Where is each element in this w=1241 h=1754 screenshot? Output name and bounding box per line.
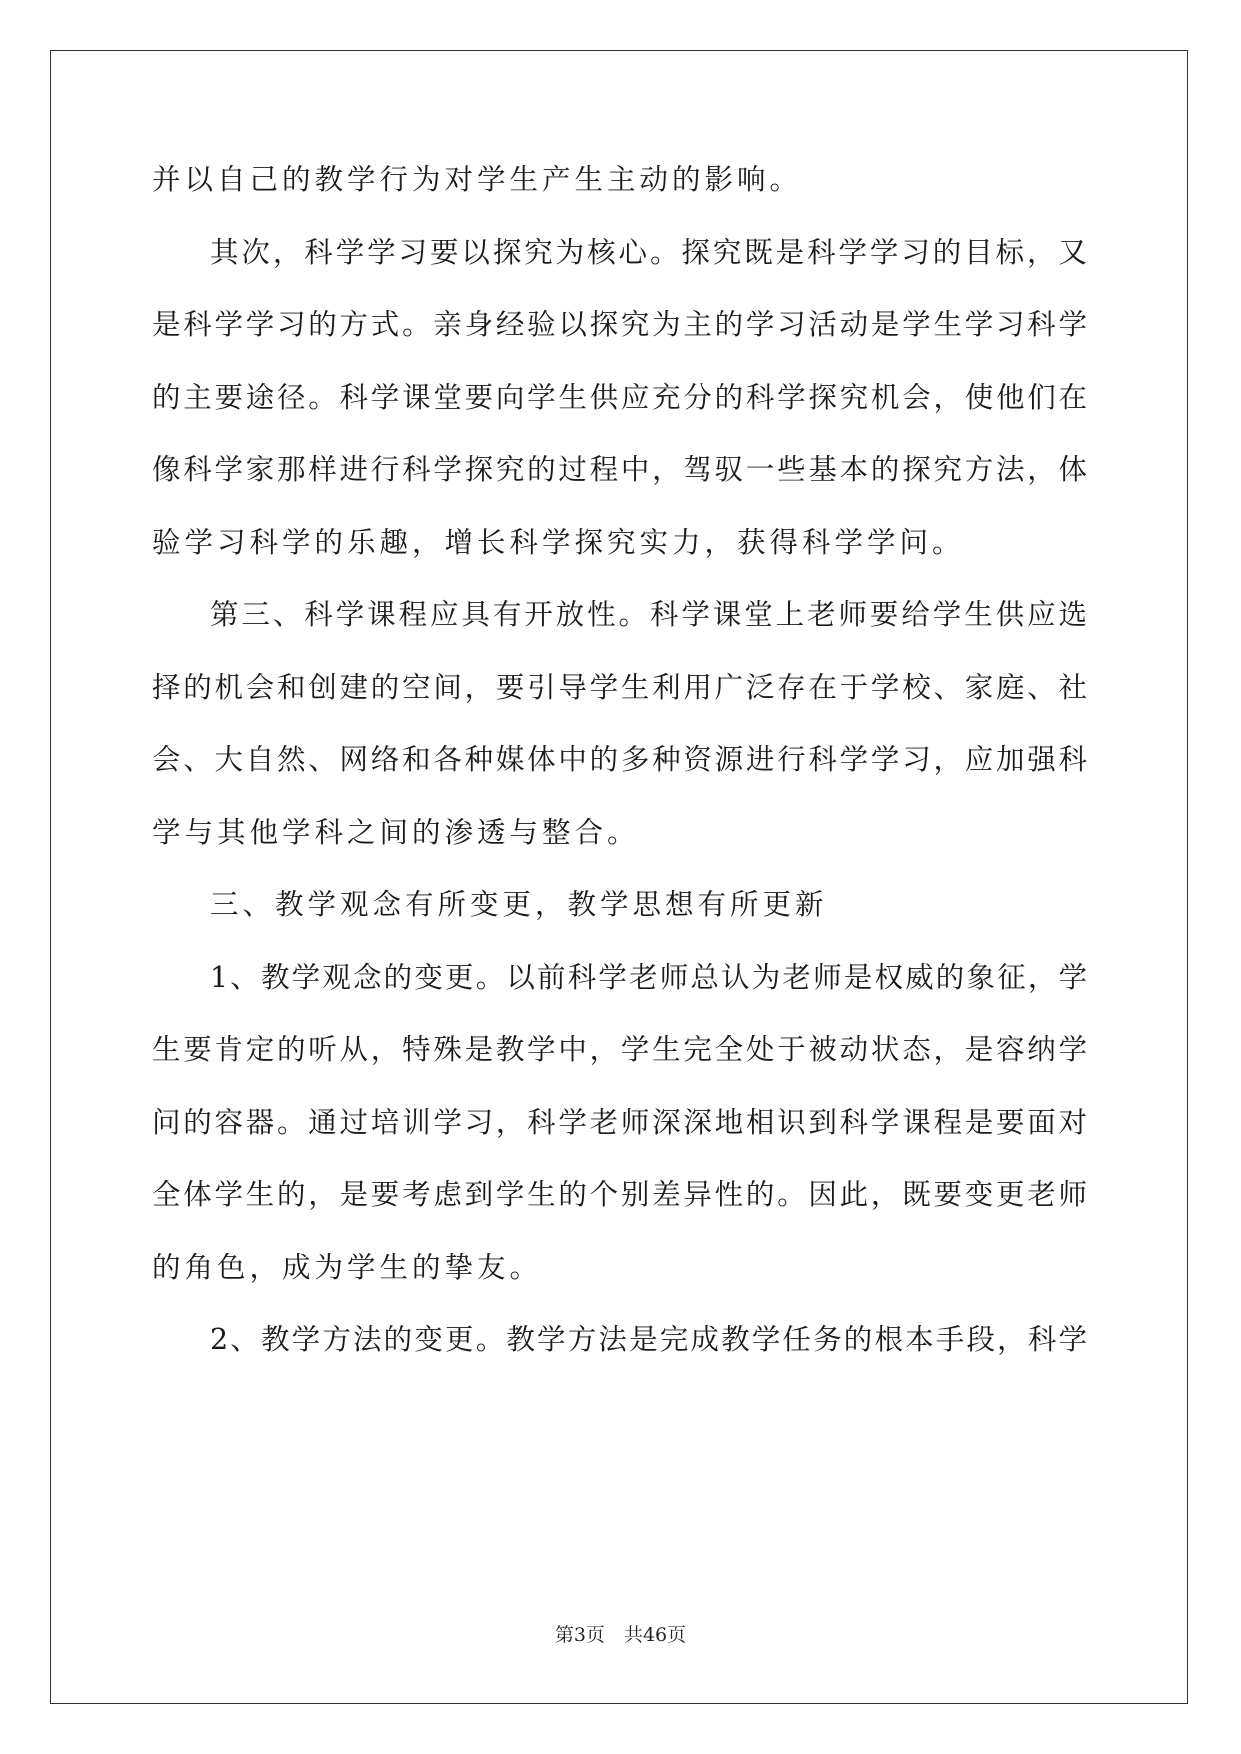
text-line: 其次，科学学习要以探究为核心。探究既是科学学习的目标，又 <box>210 235 1087 269</box>
text-line: 会、大自然、网络和各种媒体中的多种资源进行科学学习，应加强科 <box>152 743 1087 776</box>
text-line: 并以自己的教学行为对学生产生主动的影响。 <box>152 163 803 196</box>
text-line: 第三、科学课程应具有开放性。科学课堂上老师要给学生供应选 <box>210 598 1087 631</box>
page-footer <box>0 1623 1241 1647</box>
text-line: 生要肯定的听从，特殊是教学中，学生完全处于被动状态，是容纳学 <box>152 1033 1087 1066</box>
total-suffix: 页 <box>667 1624 687 1646</box>
page-border <box>50 50 1188 1704</box>
total-pages: 46 <box>642 1624 668 1646</box>
text-line: 是科学学习的方式。亲身经验以探究为主的学习活动是学生学习科学 <box>152 308 1087 341</box>
page-number: 3 <box>573 1624 586 1646</box>
section-heading: 三、教学观念有所变更，教学思想有所更新 <box>210 888 828 921</box>
text-line: 全体学生的，是要考虑到学生的个别差异性的。因此，既要变更老师 <box>152 1178 1087 1211</box>
page-suffix: 页 <box>585 1624 605 1646</box>
text-line: 像科学家那样进行科学探究的过程中，驾驭一些基本的探究方法，体 <box>152 453 1087 486</box>
text-line: 的角色，成为学生的挚友。 <box>152 1250 543 1284</box>
text-line: 验学习科学的乐趣，增长科学探究实力，获得科学学问。 <box>152 525 965 559</box>
total-prefix: 共 <box>623 1624 643 1646</box>
text-line: 问的容器。通过培训学习，科学老师深深地相识到科学课程是要面对 <box>152 1105 1087 1139</box>
text-line: 的主要途径。科学课堂要向学生供应充分的科学探究机会，使他们在 <box>152 380 1087 414</box>
text-line: 学与其他学科之间的渗透与整合。 <box>152 815 640 849</box>
text-line: 择的机会和创建的空间，要引导学生利用广泛存在于学校、家庭、社 <box>152 670 1087 704</box>
text-line: 1、教学观念的变更。以前科学老师总认为老师是权威的象征，学 <box>210 960 1087 994</box>
page-prefix: 第 <box>554 1624 574 1646</box>
text-line: 2、教学方法的变更。教学方法是完成教学任务的根本手段，科学 <box>210 1323 1087 1356</box>
